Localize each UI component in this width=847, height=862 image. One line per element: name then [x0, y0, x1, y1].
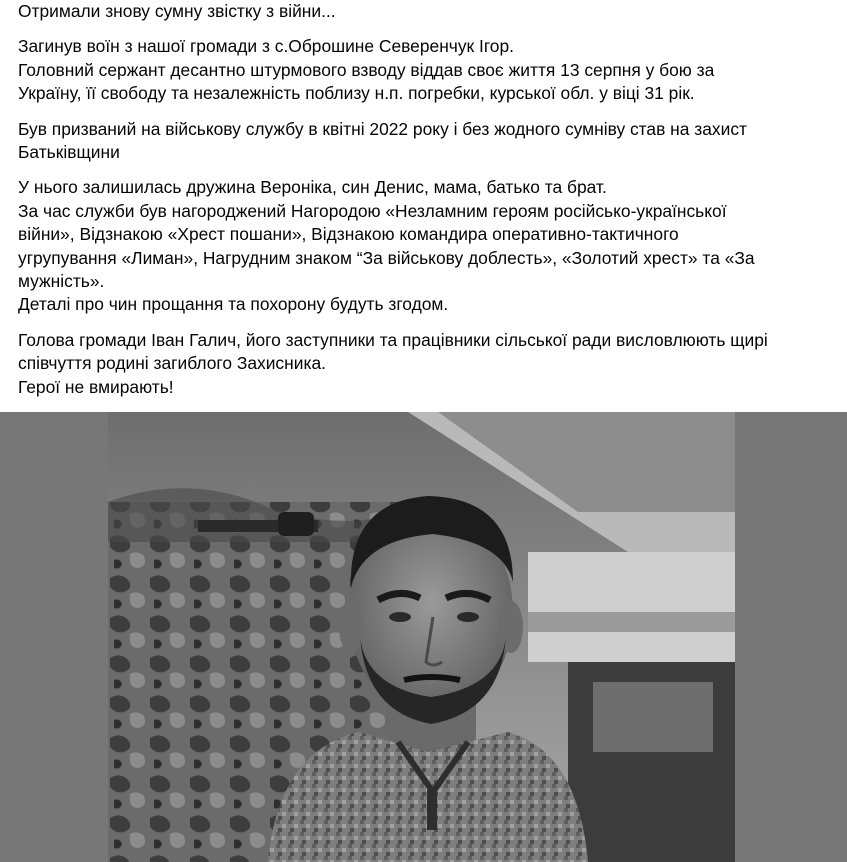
post-photo-container[interactable] [0, 412, 847, 862]
post-text [0, 0, 847, 399]
text-line: Загинув воїн з нашої громади з с.Оброшине Северенчук Ігор. [18, 36, 514, 57]
text-line: За час служби був нагороджений Нагородою «Незламним героям російсько-української [18, 200, 727, 221]
text-line: співчуття родині загиблого Захисника. [18, 353, 326, 374]
text-line: Головний сержант десантно штурмового взводу віддав своє життя 13 серпня у бою за [18, 59, 715, 80]
text-line: Голова громади Іван Галич, його заступники та працівники сільської ради висловлюють щирі [18, 329, 768, 350]
soldier-portrait-photo[interactable] [108, 412, 735, 862]
text-line: Україну, її свободу та незалежність поблизу н.п. погребки, курської обл. у віці 31 рік. [18, 83, 695, 104]
post-paragraph-3 [18, 329, 833, 399]
text-line: Деталі про чин прощання та похорону будуть згодом. [18, 294, 449, 315]
post-paragraph-2 [18, 118, 833, 165]
text-line: Був призваний на військову службу в квітні 2022 року і без жодного сумніву став на захист [18, 118, 747, 139]
post-paragraph-1 [18, 35, 833, 105]
portrait-illustration [108, 412, 735, 862]
text-line-with-flag [18, 141, 833, 164]
text-line: мужність». [18, 271, 105, 292]
text-line: У нього залишилась дружина Вероніка, син Денис, мама, батько та брат. [18, 177, 607, 198]
text-line: Отримали знову сумну звістку з війни... [18, 1, 336, 21]
text-fragment: Батьківщини [18, 142, 120, 163]
text-line: Герої не вмирають! [18, 376, 174, 397]
text-line: війни», Відзнакою «Хрест пошани», Відзнакою командира оперативно-тактичного [18, 224, 679, 245]
text-line: угрупування «Лиман», Нагрудним знаком “За військову доблесть», «Золотий хрест» та «За [18, 247, 755, 268]
ukraine-flag-icon [121, 144, 142, 159]
post-intro [18, 0, 833, 23]
